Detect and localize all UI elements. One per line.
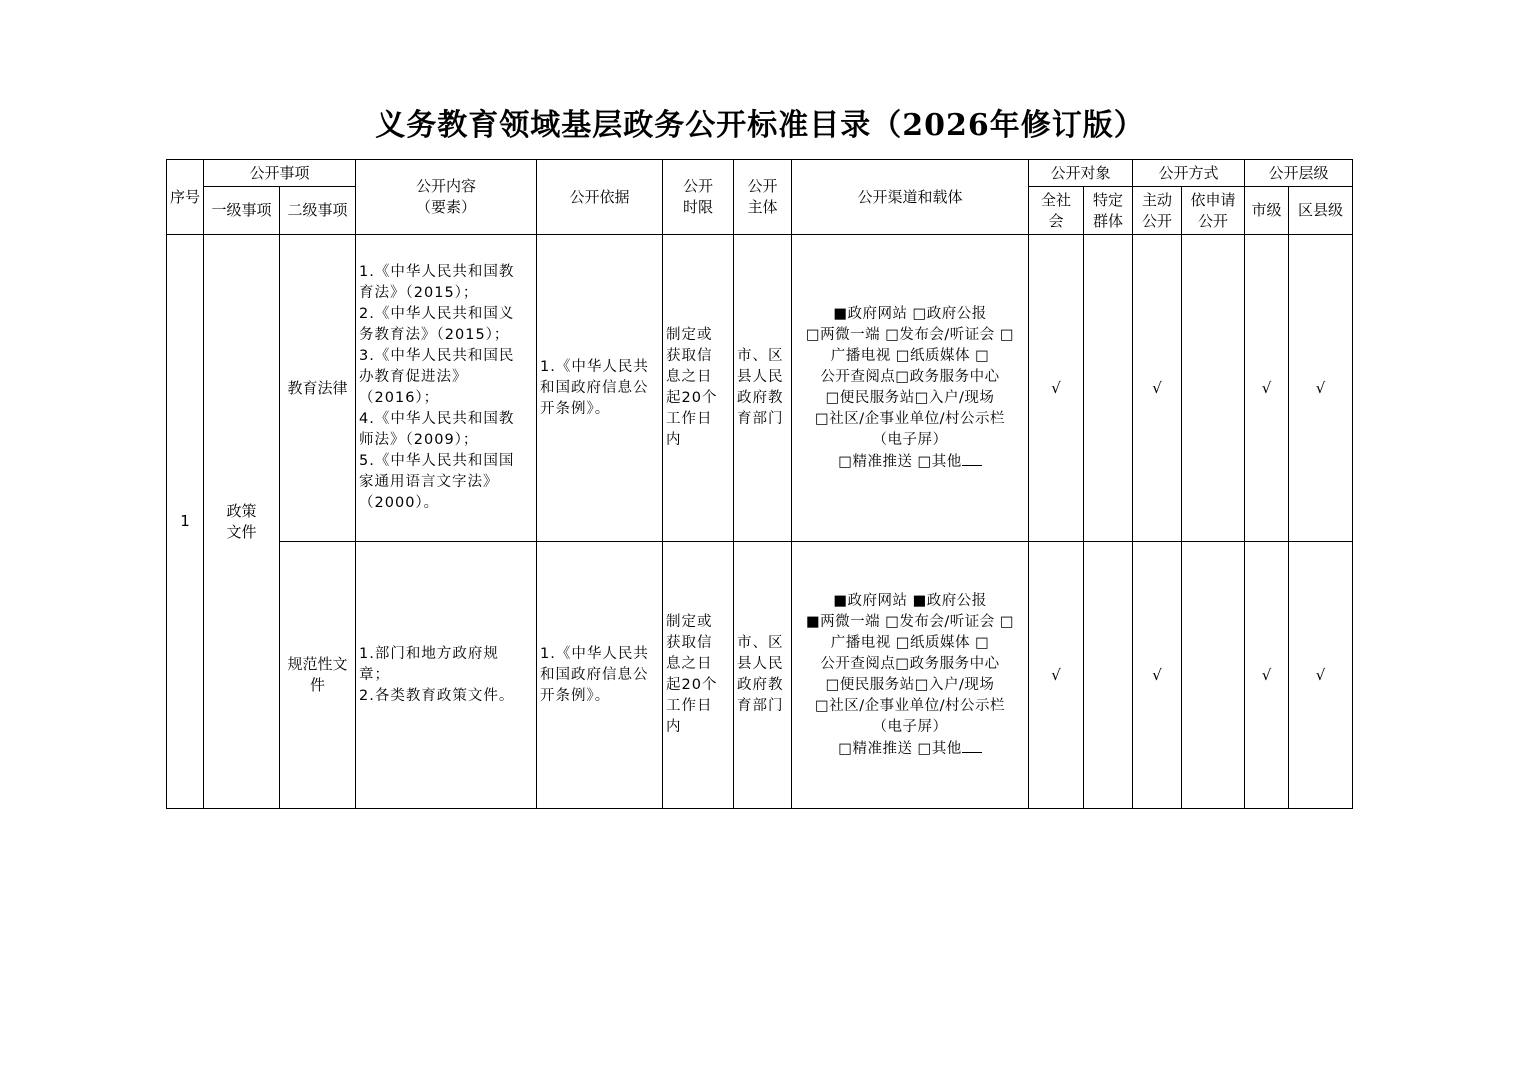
row-basis — [537, 542, 663, 809]
header-method-request — [1182, 187, 1245, 235]
channel-line: 公开查阅点□政务服务中心 — [820, 655, 1000, 672]
basis-line: 开条例》。 — [540, 400, 611, 417]
content-line: 5.《中华人民共和国国 — [359, 453, 515, 469]
channel-line: □社区/企事业单位/村公示栏 — [815, 697, 1005, 714]
content-line: 3.《中华人民共和国民 — [359, 348, 515, 364]
channel-line: （电子屏） — [872, 431, 948, 448]
row-level1-line: 文件 — [226, 522, 257, 541]
level-city-check: √ — [1245, 235, 1289, 542]
channel-line: 公开查阅点□政务服务中心 — [820, 368, 1000, 385]
row-time — [663, 542, 734, 809]
channel-line: 广播电视 □纸质媒体 □ — [830, 347, 990, 364]
method-request-check — [1182, 235, 1245, 542]
time-line: 息之日 — [666, 656, 713, 672]
target-all-check: √ — [1029, 235, 1084, 542]
time-line: 起20个 — [666, 677, 718, 693]
content-line: 务教育法》（2015）； — [359, 327, 510, 343]
table-row — [167, 542, 1353, 809]
time-line: 制定或 — [666, 614, 713, 630]
header-target: 公开对象 — [1029, 160, 1133, 187]
header-seq: 序号 — [167, 160, 204, 235]
channel-line: □社区/企事业单位/村公示栏 — [815, 410, 1005, 427]
basis-line: 开条例》。 — [540, 687, 611, 704]
header-subject-line1: 公开 — [747, 177, 778, 195]
channel-line: □两微一端 □发布会/听证会 □ — [805, 326, 1015, 343]
content-line: 1.部门和地方政府规 — [359, 645, 499, 662]
content-line: 1.《中华人民共和国教 — [359, 264, 515, 280]
basis-line: 1.《中华人民共 — [540, 645, 649, 662]
row-level2-line: 规范性文 — [287, 655, 348, 673]
row-level1 — [204, 235, 280, 809]
level-city-check: √ — [1245, 542, 1289, 809]
row-subject — [734, 235, 792, 542]
table-row — [167, 235, 1353, 542]
target-specific-check — [1084, 235, 1133, 542]
header-content-line1: 公开内容 — [416, 177, 477, 195]
header-content-line2: （要素） — [416, 198, 477, 216]
content-line: （2000）。 — [359, 495, 440, 511]
header-method-active-line2: 公开 — [1142, 211, 1173, 230]
channel-line-last — [795, 451, 1025, 473]
time-line: 工作日 — [666, 698, 713, 714]
channel-line: ■政府网站 □政府公报 — [833, 305, 987, 322]
time-line: 息之日 — [666, 369, 713, 385]
row-content — [356, 235, 537, 542]
channel-line: （电子屏） — [872, 718, 948, 735]
header-subject-line2: 主体 — [747, 198, 778, 216]
header-level: 公开层级 — [1245, 160, 1353, 187]
channel-line: ■两微一端 □发布会/听证会 □ — [805, 613, 1015, 630]
header-target-specific — [1084, 187, 1133, 235]
header-target-specific-line2: 群体 — [1093, 211, 1124, 230]
other-blank — [962, 738, 982, 753]
time-line: 获取信 — [666, 635, 713, 651]
row-basis — [537, 235, 663, 542]
header-item: 公开事项 — [204, 160, 356, 187]
time-line: 内 — [666, 432, 682, 448]
subject-line: 政府教 — [737, 390, 784, 406]
header-target-all-line1: 全社 — [1041, 190, 1072, 209]
header-target-all — [1029, 187, 1084, 235]
method-active-check: √ — [1133, 542, 1182, 809]
method-request-check — [1182, 542, 1245, 809]
row-level2-line: 件 — [310, 676, 326, 694]
row-subject — [734, 542, 792, 809]
basis-line: 和国政府信息公 — [540, 666, 649, 683]
header-target-specific-line1: 特定 — [1093, 190, 1124, 209]
content-line: 办教育促进法》 — [359, 369, 468, 385]
header-channel: 公开渠道和载体 — [792, 160, 1029, 235]
content-line: （2016）； — [359, 390, 440, 406]
channel-line-text: □精准推送 □其他 — [838, 453, 962, 470]
content-line: 4.《中华人民共和国教 — [359, 411, 515, 427]
header-time-line1: 公开 — [683, 177, 714, 195]
subject-line: 县人民 — [737, 369, 784, 385]
channel-line: □便民服务站□入户/现场 — [825, 676, 995, 693]
header-content — [356, 160, 537, 235]
content-line: 章； — [359, 666, 391, 683]
header-method: 公开方式 — [1133, 160, 1245, 187]
content-line: 育法》（2015）； — [359, 285, 479, 301]
content-line: 家通用语言文字法》 — [359, 474, 499, 490]
header-row-1 — [167, 160, 1353, 187]
subject-line: 市、区 — [737, 635, 784, 651]
time-line: 制定或 — [666, 327, 713, 343]
subject-line: 市、区 — [737, 348, 784, 364]
row-time — [663, 235, 734, 542]
catalog-table — [166, 159, 1353, 809]
header-time-line2: 时限 — [683, 198, 714, 216]
row-level1-line: 政策 — [226, 501, 257, 520]
channel-line: 广播电视 □纸质媒体 □ — [830, 634, 990, 651]
other-blank — [962, 451, 982, 466]
header-basis: 公开依据 — [537, 160, 663, 235]
subject-line: 育部门 — [737, 411, 784, 427]
level-district-check: √ — [1289, 235, 1353, 542]
time-line: 工作日 — [666, 411, 713, 427]
method-active-check: √ — [1133, 235, 1182, 542]
content-line: 2.各类教育政策文件。 — [359, 687, 515, 704]
header-method-request-line1: 依申请 — [1190, 190, 1236, 209]
row-content — [356, 542, 537, 809]
basis-line: 和国政府信息公 — [540, 379, 649, 396]
header-time — [663, 160, 734, 235]
row-channel — [792, 235, 1029, 542]
subject-line: 政府教 — [737, 677, 784, 693]
header-method-active-line1: 主动 — [1142, 190, 1173, 209]
channel-line-last — [795, 738, 1025, 760]
header-subject — [734, 160, 792, 235]
target-all-check: √ — [1029, 542, 1084, 809]
row-level2 — [280, 542, 356, 809]
header-item-level1: 一级事项 — [204, 187, 280, 235]
channel-line: □便民服务站□入户/现场 — [825, 389, 995, 406]
page-title: 义务教育领域基层政务公开标准目录（2026年修订版） — [375, 108, 1145, 143]
content-line: 师法》（2009）； — [359, 432, 479, 448]
subject-line: 县人民 — [737, 656, 784, 672]
header-level-district: 区县级 — [1289, 187, 1353, 235]
target-specific-check — [1084, 542, 1133, 809]
row-channel — [792, 542, 1029, 809]
content-line: 2.《中华人民共和国义 — [359, 306, 515, 322]
time-line: 内 — [666, 719, 682, 735]
header-method-active — [1133, 187, 1182, 235]
channel-line-text: □精准推送 □其他 — [838, 740, 962, 757]
row-level2: 教育法律 — [280, 235, 356, 542]
header-level-city: 市级 — [1245, 187, 1289, 235]
row-seq: 1 — [167, 235, 204, 809]
subject-line: 育部门 — [737, 698, 784, 714]
header-item-level2: 二级事项 — [280, 187, 356, 235]
header-target-all-line2: 会 — [1048, 211, 1064, 230]
time-line: 起20个 — [666, 390, 718, 406]
basis-line: 1.《中华人民共 — [540, 358, 649, 375]
time-line: 获取信 — [666, 348, 713, 364]
header-method-request-line2: 公开 — [1198, 211, 1229, 230]
channel-line: ■政府网站 ■政府公报 — [833, 592, 987, 609]
level-district-check: √ — [1289, 542, 1353, 809]
